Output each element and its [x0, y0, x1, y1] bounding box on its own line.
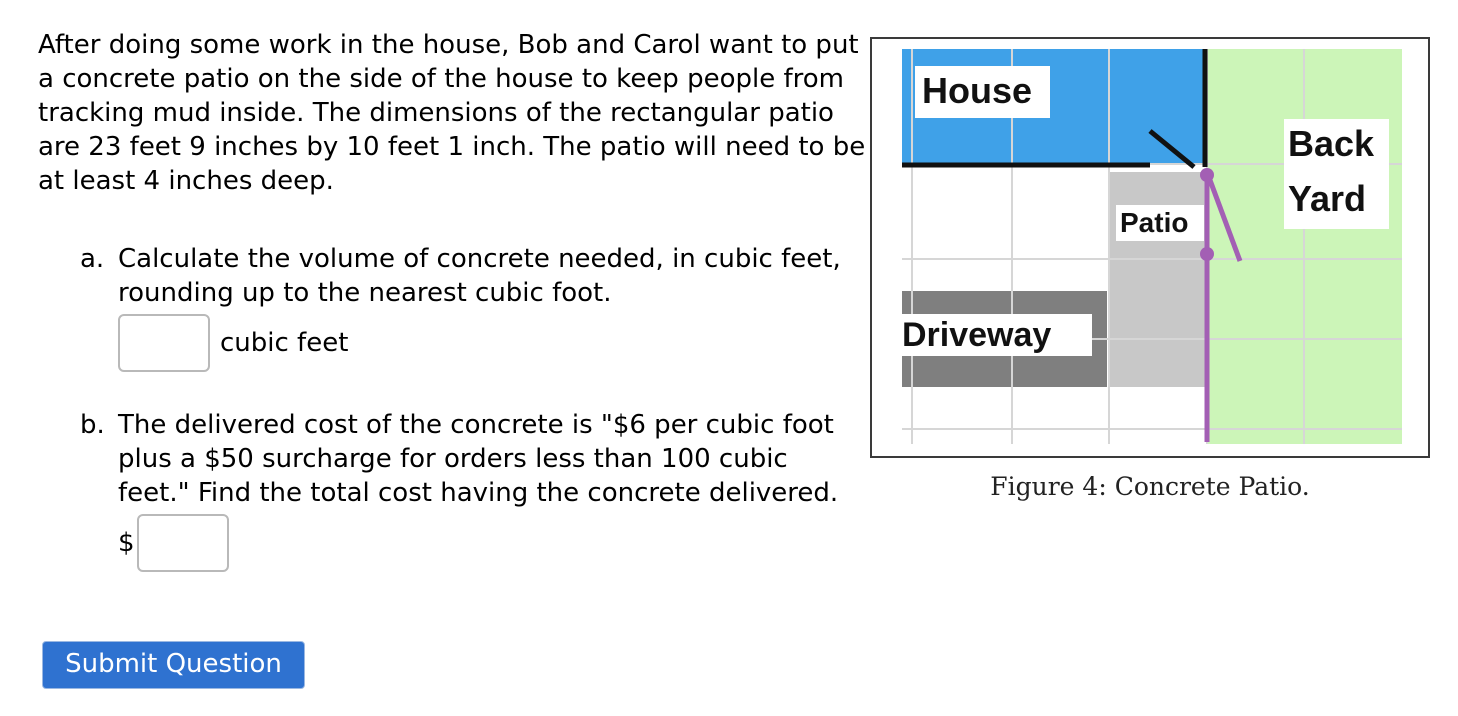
volume-answer-input[interactable]	[118, 314, 210, 372]
question-panel	[38, 28, 868, 198]
part-a	[80, 242, 860, 372]
volume-unit-label: cubic feet	[220, 328, 349, 358]
currency-symbol: $	[118, 528, 135, 558]
submit-question-button[interactable]: Submit Question	[42, 641, 305, 689]
patio-figure	[870, 37, 1430, 458]
part-a-answer-row	[118, 314, 860, 372]
part-b	[80, 408, 860, 572]
part-b-answer-row	[118, 514, 860, 572]
part-b-text: The delivered cost of the concrete is "$6 per cubic foot plus a $50 surcharge for orders less than 100 cubic feet." Find the total cost having the concrete delivered.	[118, 410, 839, 508]
part-a-letter: a.	[80, 244, 105, 274]
part-a-text: Calculate the volume of concrete needed, in cubic feet, rounding up to the nearest cubic foot.	[118, 244, 841, 308]
question-intro: After doing some work in the house, Bob and Carol want to put a concrete patio on the side of the house to keep people from tracking mud inside. The dimensions of the rectangular patio are 23 feet 9 inches by 10 feet 1 inch. The patio will need to be at least 4 inches deep.	[38, 30, 866, 196]
fence-post-middle	[1200, 247, 1214, 261]
patio-area	[1109, 172, 1207, 387]
back-yard-label-line2: Yard	[1288, 178, 1367, 219]
back-yard-label-line1: Back	[1288, 123, 1375, 164]
driveway-label: Driveway	[902, 316, 1052, 354]
cost-answer-input[interactable]	[137, 514, 229, 572]
house-label: House	[922, 70, 1033, 111]
patio-label: Patio	[1120, 207, 1189, 238]
patio-diagram	[872, 39, 1428, 456]
fence-post-top	[1200, 168, 1214, 182]
figure-caption: Figure 4: Concrete Patio.	[990, 472, 1310, 501]
part-b-letter: b.	[80, 410, 105, 440]
